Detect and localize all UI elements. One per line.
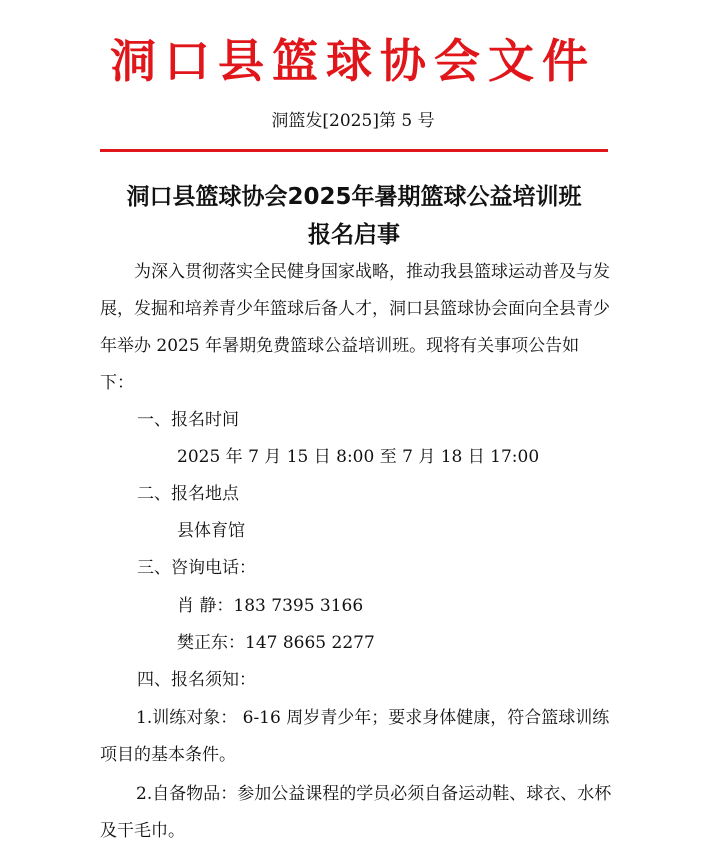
contact-fan-zhengdong: 樊正东：147 8665 2277 bbox=[177, 633, 375, 653]
section-location-value: 县体育馆 bbox=[177, 521, 245, 541]
section-location-heading: 二、报名地点 bbox=[137, 484, 239, 504]
intro-paragraph: 为深入贯彻落实全民健身国家战略，推动我县篮球运动普及与发展，发掘和培养青少年篮球后备人才，洞口县篮球协会面向全县青少年举办 2025 年暑期免费篮球公益培训班。现将有关事项公告如下： bbox=[100, 262, 610, 393]
org-title: 洞口县篮球协会文件 bbox=[110, 34, 596, 88]
section-time-heading: 一、报名时间 bbox=[137, 410, 239, 430]
document-number: 洞篮发[2025]第 5 号 bbox=[271, 111, 435, 131]
notice-title-line1: 洞口县篮球协会2025年暑期篮球公益培训班 bbox=[126, 184, 582, 210]
section-notes-heading: 四、报名须知： bbox=[137, 670, 256, 690]
notice-title-line2: 报名启事 bbox=[308, 222, 400, 248]
section-phone-heading: 三、咨询电话： bbox=[137, 558, 256, 578]
notes-item-training-target: 1.训练对象： 6-16 周岁青少年；要求身体健康，符合篮球训练项目的基本条件。 bbox=[100, 708, 610, 765]
section-time-value: 2025 年 7 月 15 日 8:00 至 7 月 18 日 17:00 bbox=[177, 447, 540, 467]
contact-xiao-jing: 肖 静：183 7395 3166 bbox=[177, 596, 364, 616]
notice-title bbox=[100, 178, 608, 254]
notes-item-equipment: 2.自备物品：参加公益课程的学员必须自备运动鞋、球衣、水杯及干毛巾。 bbox=[100, 784, 612, 841]
red-divider bbox=[100, 149, 608, 152]
